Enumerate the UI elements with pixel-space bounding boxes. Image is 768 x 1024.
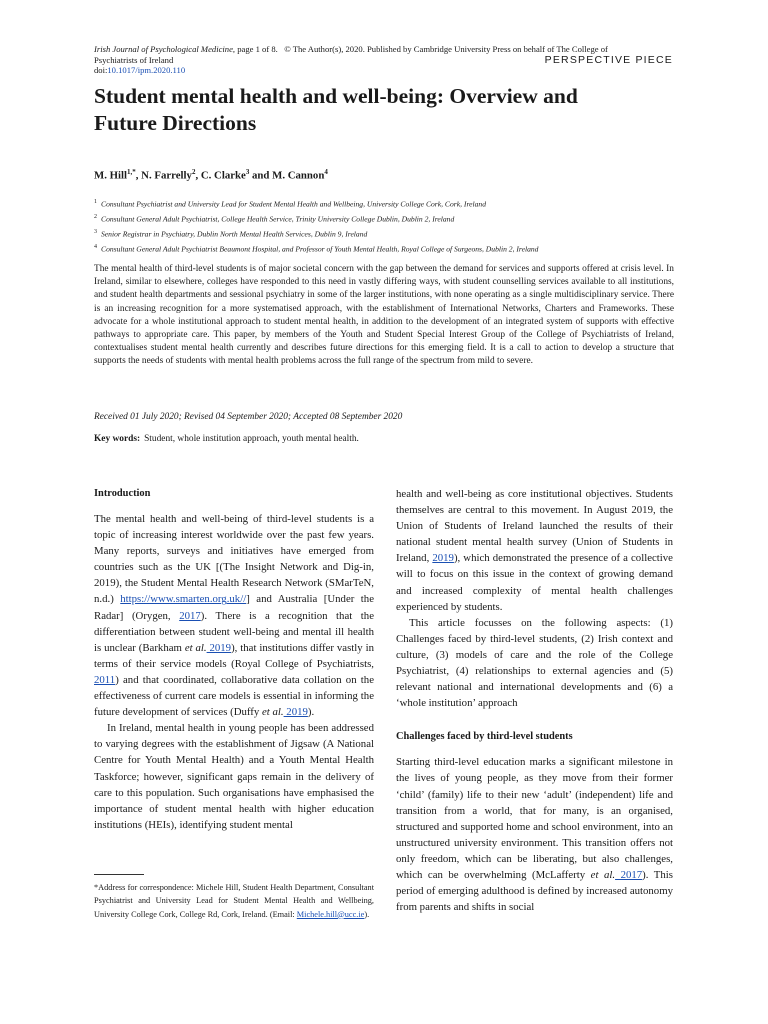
affiliation-text: Consultant Psychiatrist and University Lead for Student Mental Health and Wellbeing, University College Cork, Cork, Ireland bbox=[101, 199, 486, 209]
affiliation-num: 3 bbox=[94, 229, 97, 236]
keywords-label: Key words: bbox=[94, 434, 141, 444]
author-sep: , bbox=[195, 169, 201, 182]
affiliation bbox=[94, 211, 694, 226]
et-al: et al. bbox=[184, 641, 207, 654]
affiliation-text: Senior Registrar in Psychiatry, Dublin North Mental Health Services, Dublin 9, Ireland bbox=[101, 229, 368, 239]
intro-heading: Introduction bbox=[94, 488, 151, 499]
affiliation-num: 4 bbox=[94, 244, 97, 251]
affiliations bbox=[94, 196, 694, 257]
citation-link[interactable]: 2019 bbox=[432, 552, 454, 565]
author-1-sup: 1,* bbox=[127, 168, 136, 176]
column-left bbox=[94, 486, 374, 833]
citation-link[interactable]: 2019 bbox=[283, 706, 308, 719]
author-list bbox=[94, 168, 328, 182]
author-2-sup: 2 bbox=[191, 168, 196, 176]
email-link[interactable]: Michele.hill@ucc.ie bbox=[296, 909, 365, 919]
intro-paragraph-2: In Ireland, mental health in young people has been addressed to varying degrees with the establishment of Jigsaw (A National Centre for Youth Mental Health) and a Youth Mental Health Taskforce; however, significant gaps remain in the delivery of care to this population. Such organisations have emphasised the importance of student mental health with higher education institutions (HEIs), identifying student mental bbox=[94, 722, 374, 831]
author-4: M. Cannon bbox=[272, 169, 325, 182]
article-type: PERSPECTIVE PIECE bbox=[544, 54, 673, 66]
text-run: health and well-being as core institutional objectives. Students themselves are central to this movement. In August 2019, the Union of Students of Ireland launched the results of their national student mental health survey (Union of Students in Ireland, bbox=[396, 488, 673, 565]
doi-prefix: doi: bbox=[94, 65, 108, 76]
text-run: ), which demonstrated the presence of a collective will to focus on this issue in the context of growing demand and increased complexity of mental health challenges experienced by students. bbox=[396, 552, 673, 613]
text-run: ). bbox=[307, 706, 315, 719]
author-1: M. Hill bbox=[94, 169, 127, 182]
received-dates: Received 01 July 2020; Revised 04 September 2020; Accepted 08 September 2020 bbox=[94, 412, 403, 422]
text-run: ). There is a recognition that the differentiation between student well-being and mental ill health is unclear (Barkham bbox=[94, 609, 374, 654]
affiliation bbox=[94, 241, 694, 256]
author-2: N. Farrelly bbox=[141, 169, 192, 182]
title-line1: Student mental health and well-being: Overview and bbox=[94, 84, 578, 108]
text-run: ), that institutions differ vastly in terms of their service models (Royal College of Psychiatrists, bbox=[94, 641, 374, 670]
text-run: ) and that coordinated, collaborative data collation on the effectiveness of current care models is essential in informing the future development of services (Duffy bbox=[94, 673, 374, 719]
citation-link[interactable]: 2019 bbox=[206, 641, 232, 654]
footnote-text: *Address for correspondence: Michele Hill, Student Health Department, Consultant Psychiatrist and University Lead for Student Mental Health and Wellbeing, University College Cork, College Rd, Cork, Ireland. (Email: bbox=[94, 883, 374, 919]
smarten-link[interactable]: https://www.smarten.org.uk// bbox=[120, 593, 247, 606]
affiliation-text: Consultant General Adult Psychiatrist Beaumont Hospital, and Professor of Youth Mental Health, Royal College of Surgeons, Dublin 2, Ireland bbox=[101, 244, 539, 254]
column-right bbox=[396, 486, 673, 915]
affiliation bbox=[94, 196, 694, 211]
copyright-line2: Psychiatrists of Ireland bbox=[94, 54, 174, 65]
citation-link[interactable]: 2017 bbox=[615, 868, 643, 881]
et-al: et al. bbox=[262, 706, 284, 719]
challenges-paragraph bbox=[396, 754, 673, 915]
footnote-rule bbox=[94, 874, 144, 875]
page-info: , page 1 of 8. bbox=[232, 44, 278, 54]
author-3-sup: 3 bbox=[245, 168, 250, 176]
author-sep: , bbox=[135, 169, 142, 182]
abstract: The mental health of third-level students is of major societal concern with the gap between the demand for services and supports offered at crisis level. In Ireland, similar to elsewhere, colleges have responded to this need in vastly differing ways, with student counselling services available to all institutions, and student health departments and sessional psychiatry in some of the larger institutions, with none operating as a single multidisciplinary service. There is an increasing recognition for a more systematised approach, with the establishment of International Networks, Charters and Frameworks. These advocate for a whole institutional approach to student mental health, in addition to the development of an integrated system of supports with effective pathways to appropriate care. This paper, by members of the Youth and Student Special Interest Group of the College of Psychiatrists of Ireland, contextualises student mental health currently and describes future directions for this emerging field. It is a call to action to develop a structure that supports the needs of students with mental health problems across the full range of the spectrum from mild to severe. bbox=[94, 264, 674, 367]
footnote-end: ). bbox=[364, 909, 370, 919]
et-al: et al. bbox=[590, 868, 616, 881]
author-4-sup: 4 bbox=[324, 168, 328, 176]
journal-name: Irish Journal of Psychological Medicine bbox=[94, 44, 233, 54]
keywords-text: Student, whole institution approach, youth mental health. bbox=[144, 434, 359, 444]
article-title bbox=[94, 83, 684, 137]
correspondence-footnote bbox=[94, 881, 374, 921]
citation-link[interactable]: 2017 bbox=[179, 609, 201, 622]
author-sep: and bbox=[249, 169, 273, 182]
affiliation-num: 2 bbox=[94, 214, 97, 221]
doi-link[interactable]: 10.1017/ipm.2020.110 bbox=[107, 65, 186, 76]
citation-link[interactable]: 2011 bbox=[94, 673, 116, 686]
text-run: The mental health and well-being of third-level students is a topic of increasing interest worldwide over the past few years. Many reports, surveys and initiatives have emerged from countries such as the UK [(The Insight Network and Dig-in, 2019), the Student Mental Health Research Network (SMarTeN, n.d.) bbox=[94, 513, 374, 606]
copyright: © The Author(s), 2020. Published by Cambridge University Press on behalf of The College of bbox=[284, 44, 608, 54]
col2-paragraph-2: This article focusses on the following aspects: (1) Challenges faced by third-level students, (2) Irish context and culture, (3) models of care and the role of the College Psychiatrist, (4) relationships to external agencies and (5) relevant national and international developments and (6) a ‘whole institution’ approach bbox=[396, 616, 673, 710]
challenges-heading: Challenges faced by third-level students bbox=[396, 731, 573, 743]
title-line2: Future Directions bbox=[94, 111, 257, 135]
affiliation-num: 1 bbox=[94, 199, 97, 205]
intro-paragraph-1 bbox=[94, 511, 374, 720]
col2-paragraph-1 bbox=[396, 486, 673, 615]
text-run: ). This period of emerging adulthood is defined by increased autonomy from parents and shifts in social bbox=[396, 868, 673, 914]
text-run: ] and Australia [Under the Radar] (Orygen, bbox=[94, 593, 374, 622]
text-run: Starting third-level education marks a significant milestone in the lives of young people, as they move from their former ‘child’ (family) life to their new ‘adult’ (independent) life and transition from a world, that for many, is an organised, structured and supported home and school environment, into an unstructured university environment. This transition offers not only freedom, which can be liberating, but also challenges, which can be overwhelming (McLafferty bbox=[396, 756, 673, 881]
keywords bbox=[94, 434, 359, 444]
author-3: C. Clarke bbox=[200, 169, 246, 182]
affiliation bbox=[94, 226, 694, 241]
affiliation-text: Consultant General Adult Psychiatrist, College Health Service, Trinity University College Dublin, Dublin 2, Ireland bbox=[101, 214, 455, 224]
